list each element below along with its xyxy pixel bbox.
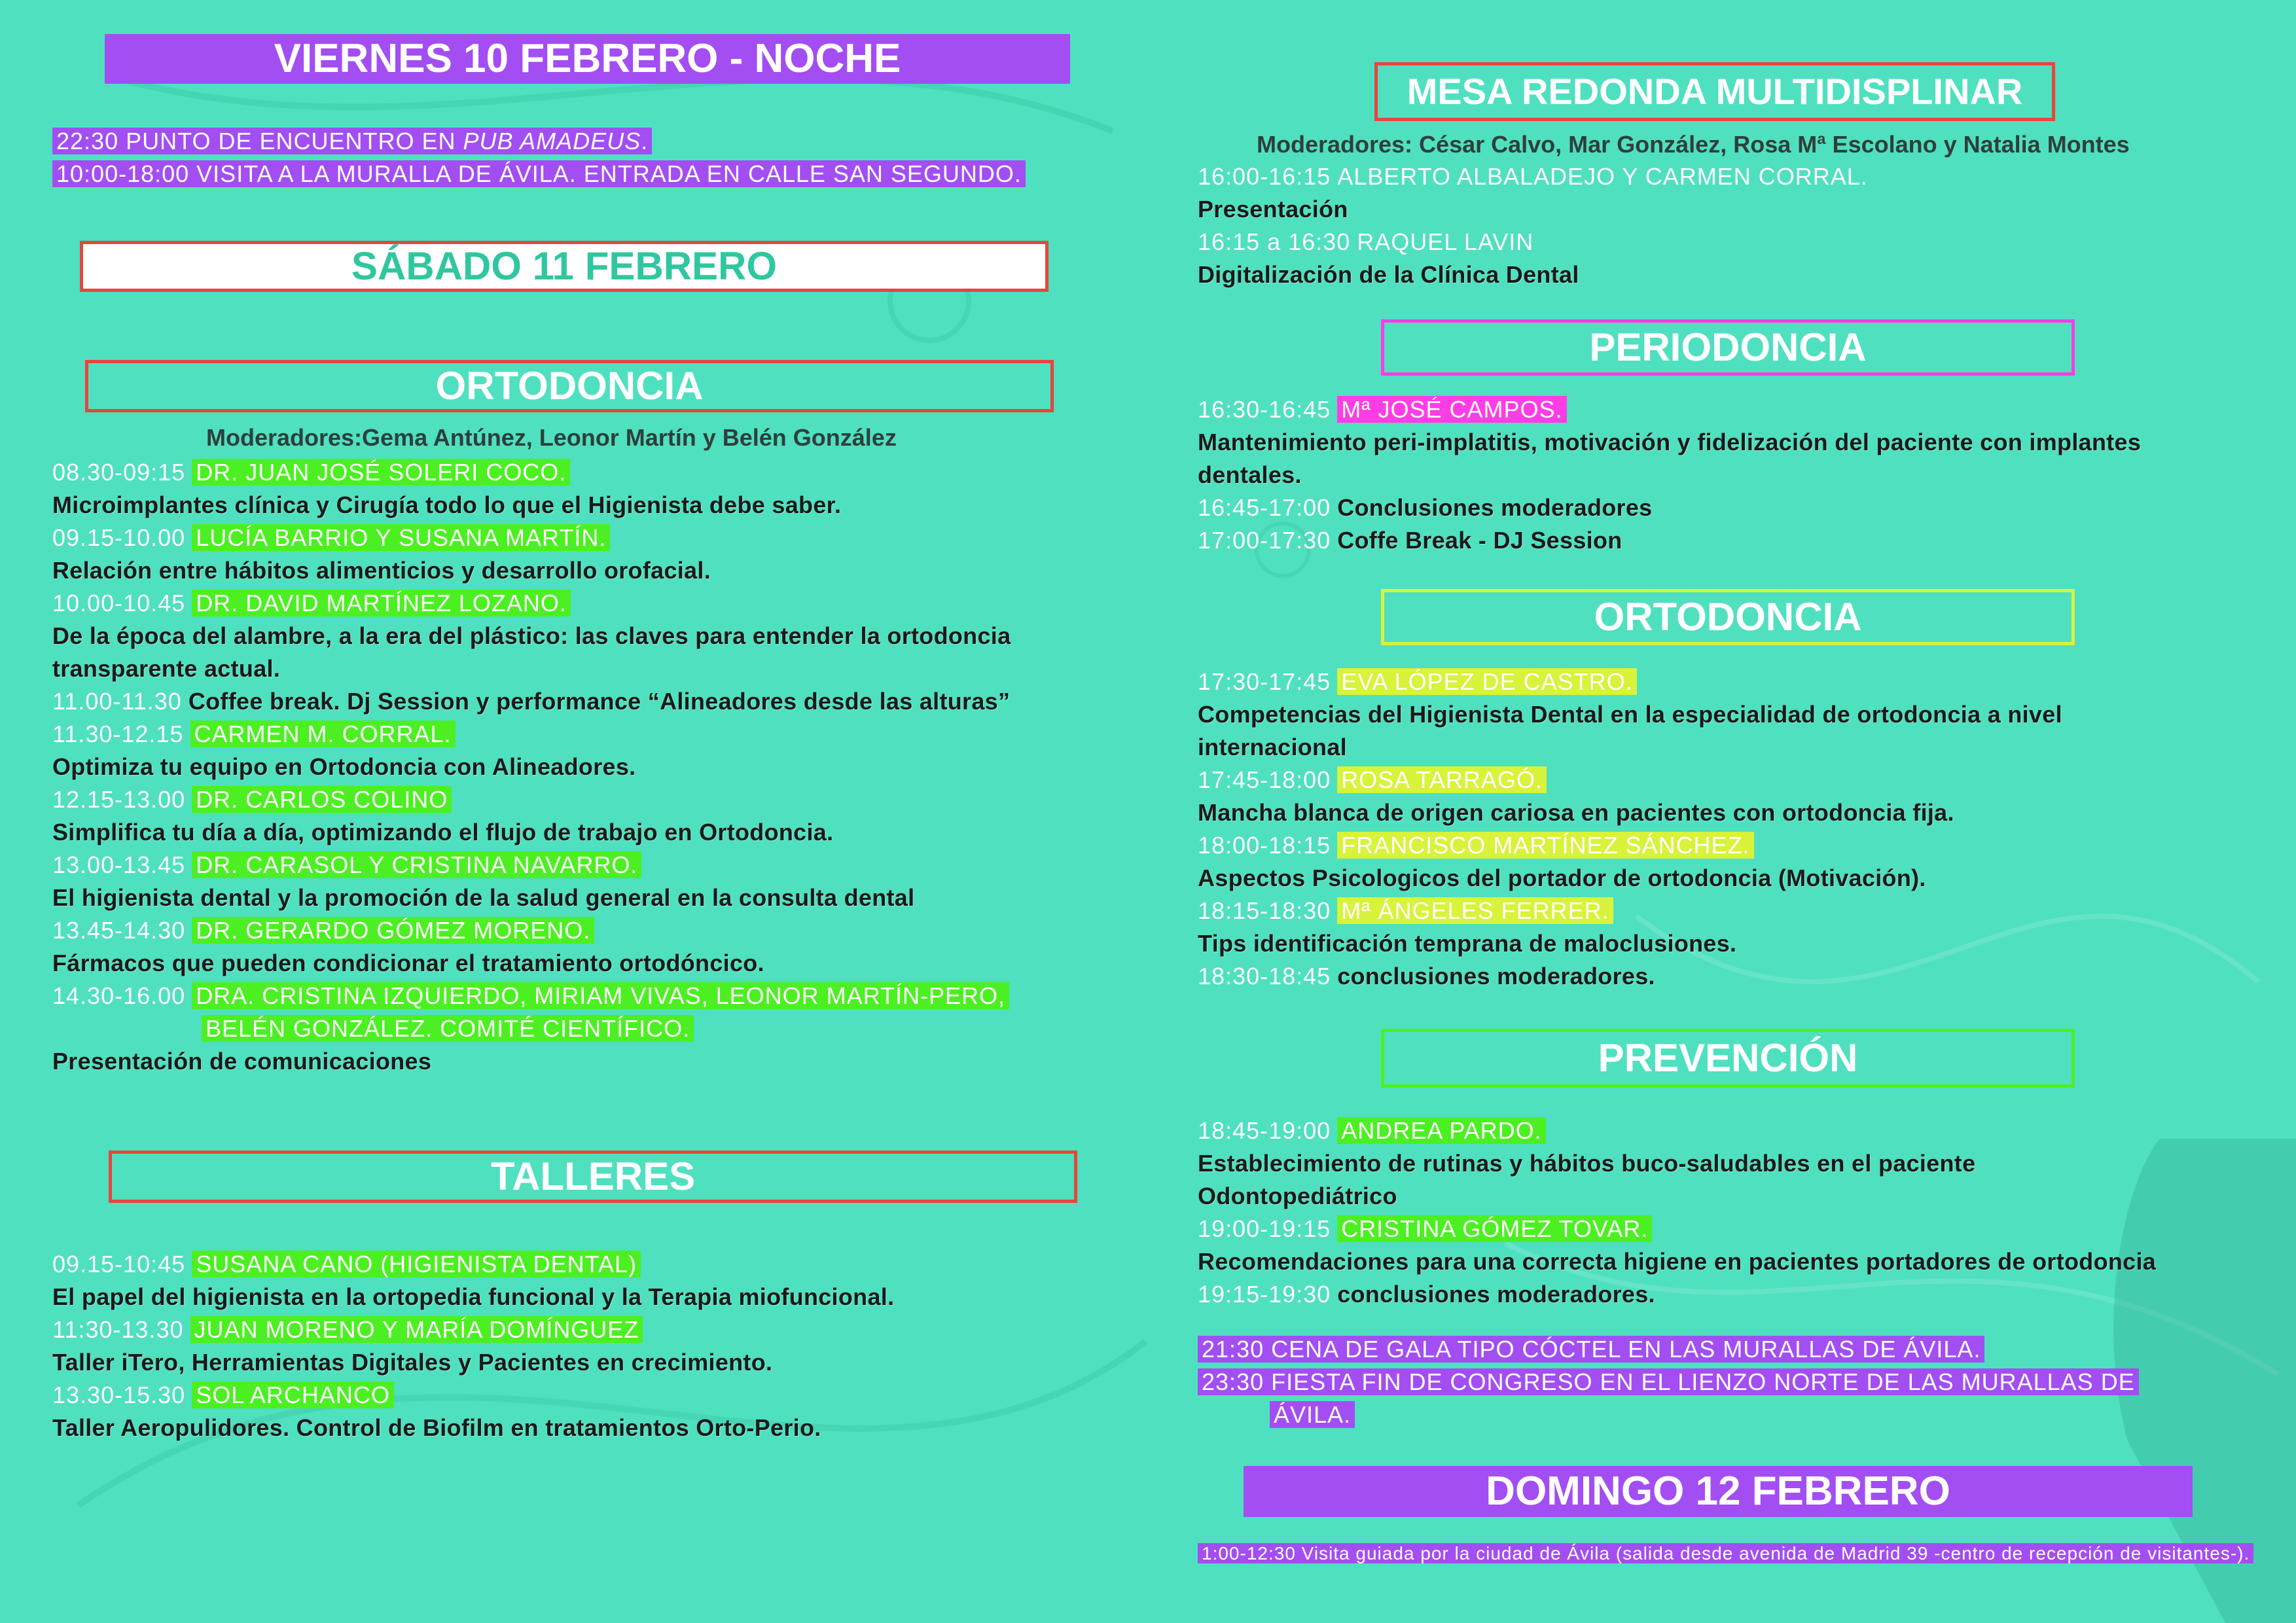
ortodoncia-moderators: Moderadores:Gema Antúnez, Leonor Martín y Belén González	[206, 424, 897, 451]
session-time: 09.15-10.00	[52, 524, 186, 551]
taller-time: 11:30-13.30	[52, 1316, 184, 1343]
orto-4-head	[1198, 895, 1613, 927]
mesa-moderators: Moderadores: César Calvo, Mar González, Rosa Mª Escolano y Natalia Montes	[1257, 131, 2130, 158]
session-time: 11.30-12.15	[52, 721, 184, 747]
session-5-desc: Optimiza tu equipo en Ortodoncia con Alineadores.	[52, 753, 636, 780]
orto-time: 17:30-17:45	[1198, 668, 1331, 695]
session-speaker: DR. DAVID MARTÍNEZ LOZANO.	[192, 590, 571, 616]
session-8-desc: Fármacos que pueden condicionar el tratamiento ortodóncico.	[52, 950, 764, 976]
session-5-head	[52, 719, 456, 750]
session-2-head	[52, 522, 610, 554]
orto-3-desc: Aspectos Psicologicos del portador de ortodoncia (Motivación).	[1198, 865, 1926, 891]
session-time: 11.00-11.30	[52, 688, 182, 715]
perio-1-desc-2: dentales.	[1198, 461, 1302, 488]
prev-1-desc-2: Odontopediátrico	[1198, 1183, 1397, 1209]
session-3-desc-2: transparente actual.	[52, 655, 281, 682]
orto-time: 18:00-18:15	[1198, 832, 1331, 859]
session-9-desc: Presentación de comunicaciones	[52, 1048, 432, 1075]
orto-5-head	[1198, 961, 1655, 992]
viernes-item-2	[52, 158, 1026, 190]
gala-2	[1198, 1366, 2139, 1398]
taller-speaker: JUAN MORENO Y MARÍA DOMÍNGUEZ	[190, 1316, 643, 1343]
gala-text: 23:30 FIESTA FIN DE CONGRESO EN EL LIENZO NORTE DE LAS MURALLAS DE	[1198, 1368, 2139, 1395]
gala-1	[1198, 1334, 1984, 1365]
session-6-head	[52, 784, 452, 815]
session-2-desc: Relación entre hábitos alimenticios y desarrollo orofacial.	[52, 557, 711, 584]
perio-time: 16:30-16:45	[1198, 396, 1331, 423]
taller-speaker: SOL ARCHANCO	[192, 1382, 394, 1408]
ortodoncia-header: ORTODONCIA	[85, 360, 1054, 412]
session-speaker: LUCÍA BARRIO Y SUSANA MARTÍN.	[192, 524, 610, 551]
viernes-header: VIERNES 10 FEBRERO - NOCHE	[105, 34, 1070, 84]
orto-1-desc-2: internacional	[1198, 734, 1347, 760]
ortodoncia-2-header: ORTODONCIA	[1381, 589, 2075, 645]
mesa-1-desc: Presentación	[1198, 196, 1348, 223]
session-speaker: DR. CARASOL Y CRISTINA NAVARRO.	[192, 851, 641, 878]
talleres-header: TALLERES	[109, 1150, 1077, 1203]
prev-1-desc: Establecimiento de rutinas y hábitos buco-saludables en el paciente	[1198, 1150, 1976, 1177]
taller-3-head	[52, 1380, 394, 1411]
viernes-item-text: 22:30 PUNTO DE ENCUENTRO EN PUB AMADEUS.	[52, 128, 652, 154]
taller-2-head	[52, 1314, 643, 1346]
session-1-desc: Microimplantes clínica y Cirugía todo lo que el Higienista debe saber.	[52, 491, 842, 518]
session-time: 12.15-13.00	[52, 786, 186, 813]
session-7-head	[52, 849, 641, 881]
prev-2-head	[1198, 1213, 1652, 1245]
orto-2-head	[1198, 764, 1547, 796]
session-1-head	[52, 457, 570, 488]
orto-plain: conclusiones moderadores.	[1337, 963, 1655, 990]
session-speaker: DR. JUAN JOSÉ SOLERI COCO.	[192, 459, 570, 486]
session-9-head-2	[202, 1013, 694, 1044]
domingo-text: 1:00-12:30 Visita guiada por la ciudad de Ávila (salida desde avenida de Madrid 39 -centro de recepción de visitantes-).	[1198, 1543, 2253, 1563]
taller-3-desc: Taller Aeropulidores. Control de Biofilm en tratamientos Orto-Perio.	[52, 1414, 821, 1441]
session-plain: Coffee break. Dj Session y performance “Alineadores desde las alturas”	[188, 688, 1011, 715]
session-speaker: DRA. CRISTINA IZQUIERDO, MIRIAM VIVAS, LEONOR MARTÍN-PERO,	[192, 982, 1009, 1009]
orto-time: 18:30-18:45	[1198, 963, 1331, 990]
periodoncia-header: PERIODONCIA	[1381, 319, 2075, 376]
session-7-desc: El higienista dental y la promoción de la salud general en la consulta dental	[52, 884, 915, 911]
perio-plain: Coffe Break - DJ Session	[1337, 527, 1623, 554]
prev-speaker: CRISTINA GÓMEZ TOVAR.	[1337, 1215, 1652, 1242]
orto-4-desc: Tips identificación temprana de maloclusiones.	[1198, 930, 1737, 957]
mesa-1-head	[1198, 161, 1868, 192]
mesa-time: 16:15 a 16:30	[1198, 228, 1351, 255]
taller-time: 13.30-15.30	[52, 1382, 186, 1408]
orto-speaker: EVA LÓPEZ DE CASTRO.	[1337, 668, 1636, 695]
session-4-head	[52, 686, 1010, 717]
viernes-item-text: 10:00-18:00 VISITA A LA MURALLA DE ÁVILA. ENTRADA EN CALLE SAN SEGUNDO.	[52, 160, 1026, 187]
prev-1-head	[1198, 1115, 1546, 1147]
orto-1-head	[1198, 666, 1637, 698]
prev-time: 19:00-19:15	[1198, 1215, 1331, 1242]
taller-speaker: SUSANA CANO (HIGIENISTA DENTAL)	[192, 1251, 641, 1277]
perio-1-desc: Mantenimiento peri-implatitis, motivación y fidelización del paciente con implantes	[1198, 429, 2142, 455]
session-6-desc: Simplifica tu día a día, optimizando el flujo de trabajo en Ortodoncia.	[52, 819, 834, 846]
session-time: 08.30-09:15	[52, 459, 186, 486]
prev-time: 18:45-19:00	[1198, 1117, 1331, 1144]
orto-time: 17:45-18:00	[1198, 766, 1331, 793]
orto-time: 18:15-18:30	[1198, 897, 1331, 924]
domingo-header: DOMINGO 12 FEBRERO	[1244, 1466, 2193, 1517]
session-9-head	[52, 980, 1009, 1012]
mesa-speaker: RAQUEL LAVIN	[1357, 228, 1534, 255]
session-time: 13.45-14.30	[52, 917, 186, 944]
prev-time: 19:15-19:30	[1198, 1281, 1331, 1308]
orto-3-head	[1198, 830, 1754, 861]
session-time: 10.00-10.45	[52, 590, 186, 616]
perio-time: 16:45-17:00	[1198, 494, 1331, 521]
gala-text: ÁVILA.	[1270, 1401, 1355, 1428]
mesa-2-desc: Digitalización de la Clínica Dental	[1198, 261, 1579, 288]
prev-speaker: ANDREA PARDO.	[1337, 1117, 1545, 1144]
mesa-time: 16:00-16:15	[1198, 163, 1331, 190]
prev-3-head	[1198, 1279, 1655, 1310]
perio-2-head	[1198, 492, 1653, 524]
session-8-head	[52, 915, 594, 946]
session-time: 14.30-16.00	[52, 982, 186, 1009]
prev-plain: conclusiones moderadores.	[1337, 1281, 1655, 1308]
mesa-speaker: ALBERTO ALBALADEJO Y CARMEN CORRAL.	[1337, 163, 1868, 190]
gala-text: 21:30 CENA DE GALA TIPO CÓCTEL EN LAS MURALLAS DE ÁVILA.	[1198, 1336, 1984, 1363]
session-3-head	[52, 588, 571, 619]
orto-2-desc: Mancha blanca de origen cariosa en pacientes con ortodoncia fija.	[1198, 799, 1954, 826]
perio-plain: Conclusiones moderadores	[1337, 494, 1653, 521]
taller-2-desc: Taller iTero, Herramientas Digitales y Pacientes en crecimiento.	[52, 1349, 773, 1376]
gala-3	[1270, 1399, 1355, 1431]
session-speaker: DR. CARLOS COLINO	[192, 786, 452, 813]
taller-1-desc: El papel del higienista en la ortopedia funcional y la Terapia miofuncional.	[52, 1283, 895, 1310]
perio-speaker: Mª JOSÉ CAMPOS.	[1337, 396, 1566, 423]
prev-2-desc: Recomendaciones para una correcta higiene en pacientes portadores de ortodoncia	[1198, 1248, 2157, 1275]
session-time: 13.00-13.45	[52, 851, 186, 878]
domingo-item	[1198, 1538, 2253, 1569]
viernes-item-1	[52, 126, 652, 157]
orto-speaker: FRANCISCO MARTÍNEZ SÁNCHEZ.	[1337, 832, 1753, 859]
taller-1-head	[52, 1249, 641, 1280]
mesa-2-head	[1198, 226, 1534, 258]
perio-1-head	[1198, 394, 1567, 425]
perio-3-head	[1198, 525, 1623, 556]
taller-time: 09.15-10:45	[52, 1251, 186, 1277]
orto-speaker: ROSA TARRAGÓ.	[1337, 766, 1547, 793]
sabado-header: SÁBADO 11 FEBRERO	[80, 241, 1049, 292]
session-speaker: CARMEN M. CORRAL.	[190, 721, 456, 747]
prevencion-header: PREVENCIÓN	[1381, 1029, 2075, 1088]
session-speaker: BELÉN GONZÁLEZ. COMITÉ CIENTÍFICO.	[202, 1015, 694, 1042]
orto-speaker: Mª ÁNGELES FERRER.	[1337, 897, 1613, 924]
session-3-desc: De la época del alambre, a la era del plástico: las claves para entender la ortodoncia	[52, 622, 1011, 649]
perio-time: 17:00-17:30	[1198, 527, 1331, 554]
mesa-header: MESA REDONDA MULTIDISPLINAR	[1374, 62, 2055, 121]
session-speaker: DR. GERARDO GÓMEZ MORENO.	[192, 917, 594, 944]
orto-1-desc: Competencias del Higienista Dental en la especialidad de ortodoncia a nivel	[1198, 701, 2062, 728]
